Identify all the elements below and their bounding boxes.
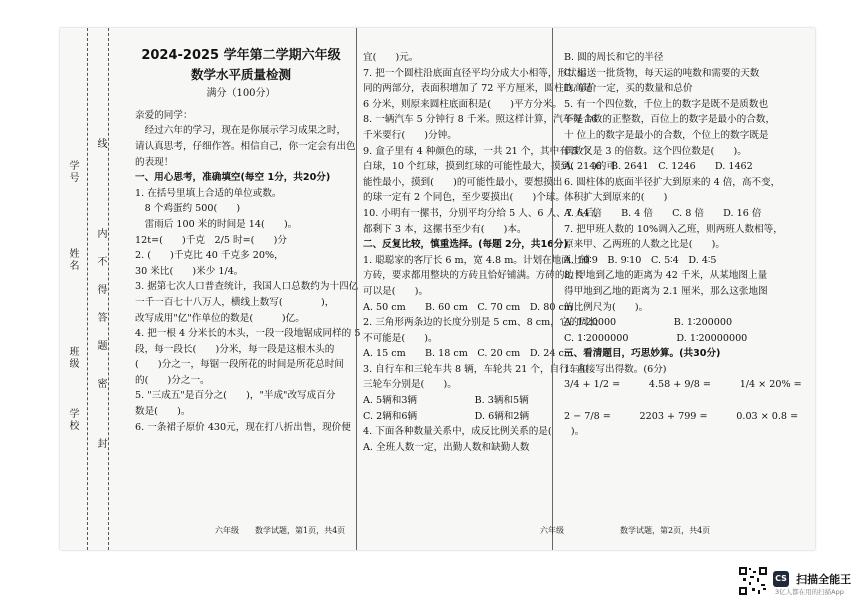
column-divider (356, 28, 357, 550)
text-line: 6 分米，则原来圆柱底面积是( )平方分米。 (363, 98, 562, 110)
brand-name: 扫描全能王 (796, 572, 852, 586)
seal-char: 得 (95, 284, 106, 296)
text-line: 7. 把一个圆柱沿底面直径平均分成大小相等，形状相 (363, 67, 587, 79)
student-id-label: 学号 (67, 160, 78, 184)
text-line: 2. ( )千克比 40 千克多 20%， (135, 250, 284, 262)
scanner-brand (773, 568, 851, 587)
seal-char: 密 (95, 378, 106, 390)
text-line: 的球一定有 2 个同色，至少要摸出( )个球。 (363, 192, 565, 204)
page2-column (564, 28, 810, 424)
text-line: 亲爱的同学： (135, 109, 193, 121)
text-line: 8 个鸡蛋约 500( ) (135, 203, 241, 215)
seal-char: 不 (95, 256, 106, 268)
text-line: 一千一百七十八万人，横线上数写( )， (135, 296, 335, 308)
text-line: 二、反复比较，慎重选择。(每题 2分，共16分) (363, 239, 568, 251)
text-line: 雷雨后 100 米的时间是 14( )。 (135, 218, 298, 230)
exam-title: 2024-2025 学年第二学期六年级 (141, 48, 341, 63)
text-line: 1. 在括号里填上合适的单位或数。 (135, 187, 282, 199)
text-line: 三、看清题目，巧思妙算。(共30分) (564, 348, 721, 360)
name-label: 姓名 (67, 248, 78, 272)
text-line: C. 2辆和6辆 D. 6辆和2辆 (363, 410, 530, 422)
text-line: 宜( )元。 (363, 52, 419, 63)
camscanner-logo-icon: CS (773, 571, 789, 587)
text-line: 数是( )。 (135, 406, 191, 418)
text-line: A. 15 cm B. 18 cm C. 20 cm D. 24 cm (363, 348, 574, 360)
page1-text (135, 108, 361, 435)
seal-char: 线 (95, 138, 106, 150)
page2-text (564, 50, 810, 424)
text-line: 1. 直接写出得数。(6分) (564, 363, 667, 375)
seal-line-inner (108, 28, 109, 550)
page2-footer-right: 数学试题，第2页，共4页 (620, 526, 711, 535)
text-line: 不是合数的正整数，百位上的数字是最小的合数， (564, 114, 776, 126)
text-line: A. 2146 B. 2641 C. 1246 D. 1462 (564, 161, 753, 173)
text-line: 都剩下 3 本，这摞书至少有( )本。 (363, 223, 527, 235)
page-fold-line (552, 28, 553, 550)
text-line: B. 圆的周长和它的半径 (564, 52, 664, 63)
text-line: 的( )分之一。 (135, 374, 210, 386)
seal-line-outer (87, 28, 88, 550)
text-line: 一、用心思考，准确填空(每空 1分，共20分) (135, 172, 331, 184)
seal-char: 封 (95, 438, 106, 450)
text-line: 三轮车分别是( )。 (363, 379, 457, 391)
text-line: 5. "三成五"是百分之( )，"半成"改写成百分 (135, 390, 336, 402)
text-line: 同的两部分，表面积增加了 72 平方厘米，圆柱的高是 (363, 83, 593, 95)
full-score: 满分（100分） (206, 88, 276, 100)
page1-column (135, 28, 361, 435)
text-line: 偶数又是 3 的倍数。这个四位数是( )。 (564, 145, 747, 157)
text-line: 1. 聪聪家的客厅长 6 m，宽 4.8 m。计划在地面上铺 (363, 254, 591, 266)
text-line: ( )分之一，每锯一段所花的时间是所花总时间 (135, 359, 344, 371)
text-line: 原来甲、乙两班的人数之比是( )。 (564, 239, 725, 251)
text-line: 10. 小明有一摞书，分别平均分给 5 人、6 人、7 人后， (363, 207, 604, 219)
text-line: 请认真思考，仔细作答。相信自己，你一定会有出色 (135, 140, 356, 152)
text-line: 方砖，要求都用整块的方砖且恰好铺满。方砖的边长 (363, 270, 584, 282)
text-line: 可以是( )。 (363, 285, 429, 297)
text-line: 十 位上的数字是最小的合数，个位上的数字既是 (564, 129, 769, 141)
text-line: 3. 据第七次人口普查统计，我国人口总数约为十四亿 (135, 281, 359, 293)
text-line: 的表现！ (135, 156, 174, 168)
text-line: A. 50 cm B. 60 cm C. 70 cm D. 80 cm (363, 301, 574, 313)
exam-subtitle: 数学水平质量检测 (190, 66, 291, 82)
school-label: 学校 (67, 408, 78, 432)
seal-char: 内 (95, 228, 106, 240)
text-line (564, 393, 810, 409)
text-line: 2 − 7/8 = 2203 + 799 = 0.03 × 0.8 = (564, 410, 799, 422)
text-line: A. 5辆和3辆 B. 3辆和5辆 (363, 395, 529, 407)
text-line: 不可能是( )。 (363, 332, 438, 344)
text-line: 6. 圆柱体的底面半径扩大到原来的 4 倍，高不变， (564, 176, 781, 188)
text-line: 6. 一条裙子原价 430元，现在打八折出售，现价便 (135, 421, 351, 433)
text-line: 8. 甲地到乙地的距离为 42 千米，从某地图上量 (564, 270, 768, 282)
text-line: 5. 有一个四位数，千位上的数字是既不是质数也 (564, 98, 769, 110)
text-line: A. 10∶9 B. 9∶10 C. 5∶4 D. 4∶5 (564, 254, 717, 266)
text-line: 的比例尺为( )。 (564, 301, 649, 313)
text-line: 4. 下面各种数量关系中，成反比例关系的是( )。 (363, 426, 585, 438)
text-line: 2. 三角形两条边的长度分别是 5 cm、8 cm，它的周长 (363, 317, 599, 329)
text-line: 能性最小，摸到( )的可能性最小，要想摸出 (363, 176, 563, 188)
text-line: 12t=( )千克 2/5 时=( )分 (135, 234, 287, 246)
text-line: 得甲地到乙地的距离为 2.1 厘米，那么这张地图 (564, 285, 768, 297)
class-label: 班级 (67, 346, 78, 370)
text-line: A. 全班人数一定，出勤人数和缺勤人数 (363, 441, 530, 453)
text-line: 4. 把一根 4 分米长的木头，一段一段地锯成同样的 5 (135, 328, 361, 340)
text-line: 3. 自行车和三轮车共 8 辆，车轮共 21 个，自行车和 (363, 363, 588, 375)
seal-char: 答 (95, 312, 106, 324)
text-line: A. 64 倍 B. 4 倍 C. 8 倍 D. 16 倍 (564, 207, 762, 219)
qr-code-icon (738, 566, 768, 596)
seal-char: 题 (95, 340, 106, 352)
text-line: 千米要行( )分钟。 (363, 129, 457, 141)
seal-margin (60, 28, 132, 550)
text-line: 30 米比( )米少 1/4。 (135, 265, 244, 277)
text-line: 9. 盒子里有 4 种颜色的球，一共 21 个，其中有 5 个 (363, 145, 591, 157)
text-line: 改写成用"亿"作单位的数是( )亿。 (135, 312, 305, 324)
text-line: 体积扩大到原来的( ) (564, 192, 668, 204)
brand-tagline: 3亿人都在用的扫描App (775, 588, 844, 596)
exam-sheet (60, 28, 815, 550)
text-line: A. 1∶20000 B. 1∶200000 (564, 317, 733, 329)
text-line: 7. 把甲班人数的 10%调入乙班，则两班人数相等， (564, 223, 783, 235)
text-line: 8. 一辆汽车 5 分钟行 8 千米。照这样计算，汽车每 16 (363, 114, 598, 126)
page2-footer-left: 六年级 (540, 526, 564, 535)
text-line: 经过六年的学习，现在是你展示学习成果之时， (135, 125, 347, 137)
text-line: D. 单价一定，买的数量和总价 (564, 83, 693, 95)
text-line: C. 运送一批货物，每天运的吨数和需要的天数 (564, 67, 760, 79)
text-line: C. 1∶2000000 D. 1∶20000000 (564, 332, 748, 344)
text-line: 3/4 + 1/2 = 4.58 + 9/8 = 1/4 × 20% = (564, 379, 802, 391)
text-line: 段，每一段长( )分米，每一段是这根木头的 (135, 343, 335, 355)
text-line: 白球，10 个红球，摸到红球的可能性最大，摸到( )的可 (363, 161, 616, 173)
page1-footer: 六年级 数学试题，第1页，共4页 (215, 526, 346, 535)
